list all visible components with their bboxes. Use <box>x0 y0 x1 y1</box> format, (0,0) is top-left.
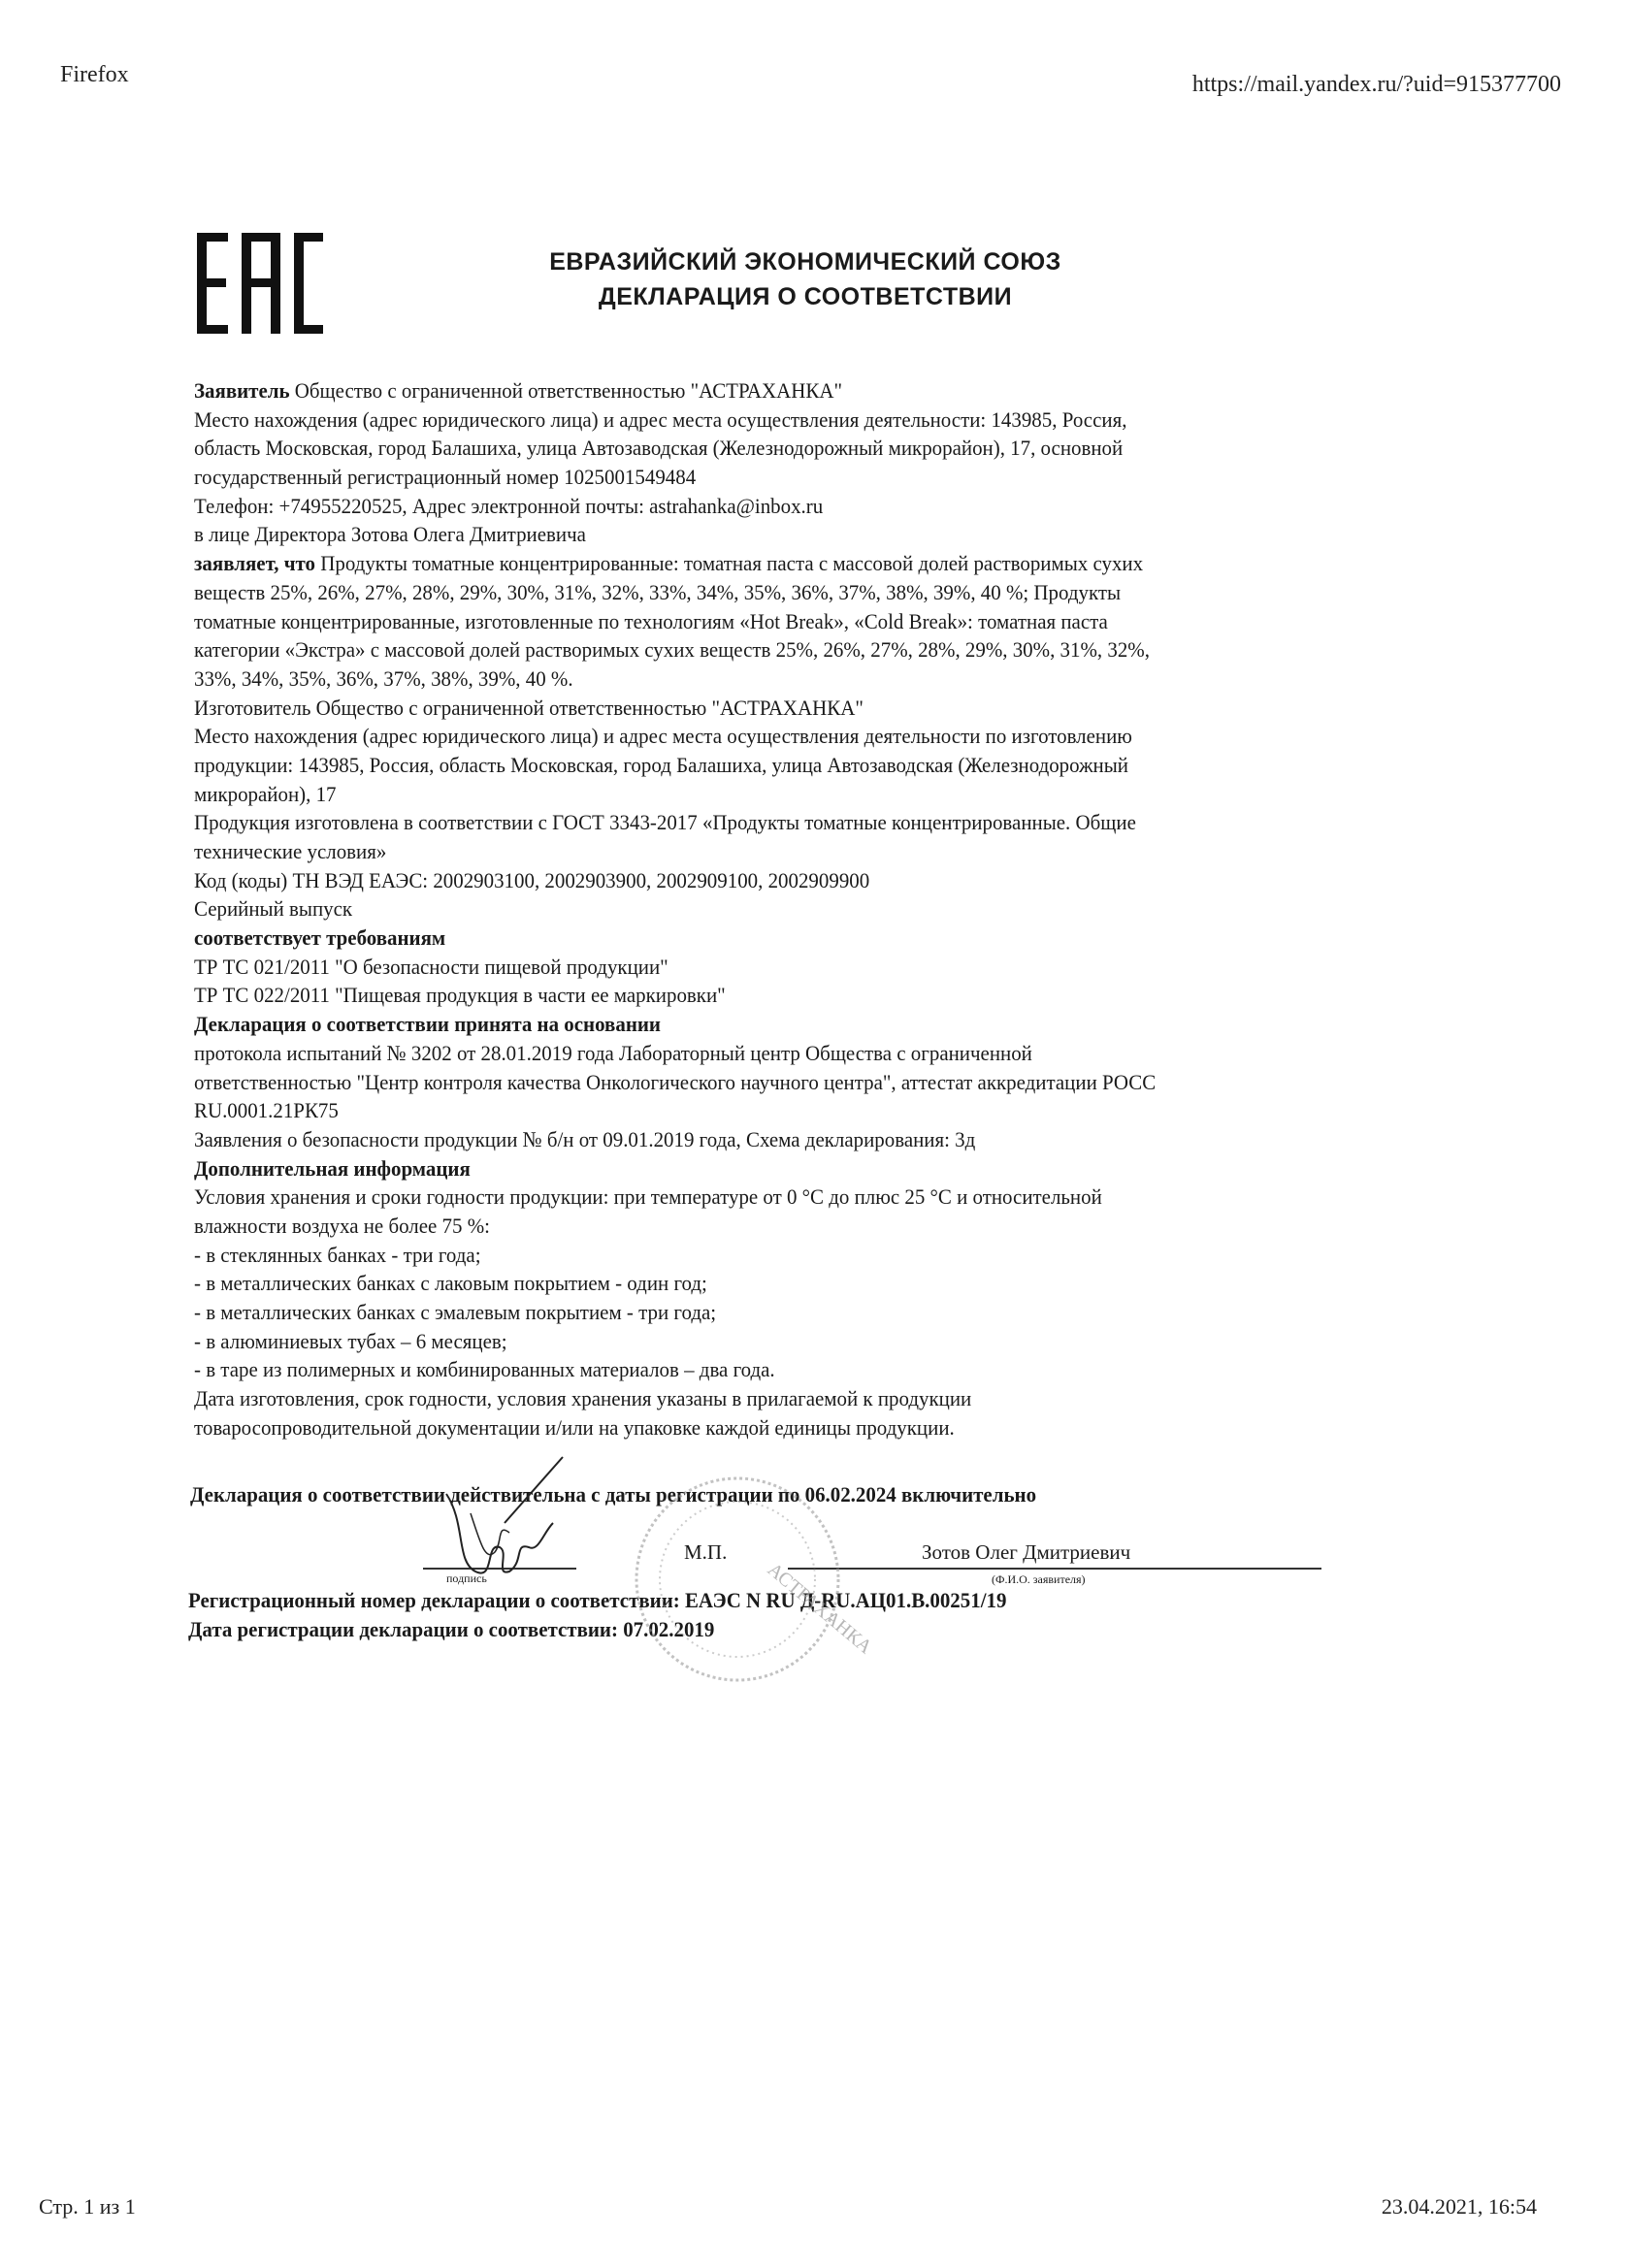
browser-name: Firefox <box>60 62 129 87</box>
body-line <box>194 694 1156 723</box>
text: веществ 25%, 26%, 27%, 28%, 29%, 30%, 31%, 32%, 33%, 34%, 35%, 36%, 37%, 38%, 39%, 40 %; Продукты <box>194 579 1122 604</box>
body-line <box>194 1269 1156 1298</box>
stamp-place-label: М.П. <box>684 1540 728 1564</box>
body-line <box>194 1068 1156 1097</box>
validity-statement: Декларация о соответствии действительна с даты регистрации по 06.02.2024 включительно <box>190 1482 1037 1507</box>
text: Заявления о безопасности продукции № б/н от 09.01.2019 года, Схема декларирования: 3д <box>194 1126 976 1151</box>
registration-number: Регистрационный номер декларации о соответствии: ЕАЭС N RU Д-RU.АЦ01.В.00251/19 <box>188 1588 1007 1612</box>
body-line <box>194 751 1156 780</box>
text: - в стеклянных банках - три года; <box>194 1242 481 1267</box>
body-line <box>194 1384 1156 1413</box>
body-line <box>194 492 1156 521</box>
text: ответственностью "Центр контроля качества Онкологического научного центра", аттестат аккредитации РОСС <box>194 1069 1157 1094</box>
text: технические условия» <box>194 839 387 863</box>
text: микрорайон), 17 <box>194 781 337 806</box>
bold-label: заявляет, что <box>194 551 316 576</box>
declaration-body <box>194 376 1228 1442</box>
body-line <box>194 837 1156 866</box>
body-line <box>194 1298 1156 1327</box>
svg-text:АСТРАХАНКА: АСТРАХАНКА <box>763 1558 876 1659</box>
text: товаросопроводительной документации и/или на упаковке каждой единицы продукции. <box>194 1414 955 1440</box>
signature <box>427 1455 572 1591</box>
body-line <box>194 607 1156 636</box>
text: Код (коды) ТН ВЭД ЕАЭС: 2002903100, 2002903900, 2002909100, 2002909900 <box>194 867 870 892</box>
text: Место нахождения (адрес юридического лица) и адрес места осуществления деятельности по изготовлению <box>194 724 1132 749</box>
bold-label: соответствует требованиям <box>194 925 446 951</box>
text: ТР ТС 021/2011 "О безопасности пищевой продукции" <box>194 954 668 979</box>
body-line <box>194 1096 1156 1125</box>
company-stamp <box>621 1465 876 1698</box>
body-line <box>194 1183 1156 1212</box>
text: Дата изготовления, срок годности, условия хранения указаны в прилагаемой к продукции <box>194 1386 972 1411</box>
text: Серийный выпуск <box>194 896 353 922</box>
text: Телефон: +74955220525, Адрес электронной почты: astrahanka@inbox.ru <box>194 493 824 518</box>
text: - в металлических банках с лаковым покрытием - один год; <box>194 1271 707 1296</box>
signature-label: подпись <box>446 1571 487 1585</box>
body-line <box>194 549 1156 578</box>
text: влажности воздуха не более 75 %: <box>194 1213 490 1238</box>
body-line <box>194 923 1156 953</box>
text: государственный регистрационный номер 1025001549484 <box>194 465 697 490</box>
body-line <box>194 520 1156 549</box>
bold-label: Дополнительная информация <box>194 1155 471 1181</box>
text: продукции: 143985, Россия, область Московская, город Балашиха, улица Автозаводская (Железнодорожный <box>194 752 1129 777</box>
body-line <box>194 434 1156 463</box>
text: Изготовитель Общество с ограниченной ответственностью "АСТРАХАНКА" <box>194 695 864 720</box>
body-line <box>194 953 1156 982</box>
text: Место нахождения (адрес юридического лица) и адрес места осуществления деятельности: 143985, Россия, <box>194 406 1127 432</box>
bold-label: Декларация о соответствии принята на основании <box>194 1012 661 1037</box>
text: Продукты томатные концентрированные: томатная паста с массовой долей растворимых сухих <box>315 551 1144 576</box>
registration-date: Дата регистрации декларации о соответствии: 07.02.2019 <box>188 1617 715 1641</box>
body-line <box>194 1212 1156 1241</box>
text: протокола испытаний № 3202 от 28.01.2019 года Лабораторный центр Общества с ограниченной <box>194 1040 1032 1065</box>
body-line <box>194 376 1156 405</box>
body-line <box>194 1125 1156 1154</box>
page-url: https://mail.yandex.ru/?uid=915377700 <box>1191 72 1561 97</box>
body-line <box>194 463 1156 492</box>
text: томатные концентрированные, изготовленные по технологиям «Hot Break», «Cold Break»: томатная паста <box>194 608 1108 633</box>
text: область Московская, город Балашиха, улица Автозаводская (Железнодорожный микрорайон), 17, основной <box>194 436 1124 461</box>
text: Общество с ограниченной ответственностью "АСТРАХАНКА" <box>289 378 842 403</box>
bold-label: Заявитель <box>194 378 290 403</box>
body-line <box>194 722 1156 751</box>
body-line <box>194 866 1156 895</box>
page-number: Стр. 1 из 1 <box>39 2194 136 2219</box>
name-line <box>788 1568 1321 1570</box>
body-line <box>194 664 1156 694</box>
body-line <box>194 1355 1156 1384</box>
title-union: ЕВРАЗИЙСКИЙ ЭКОНОМИЧЕСКИЙ СОЮЗ <box>549 248 1061 275</box>
text: в лице Директора Зотова Олега Дмитриевича <box>194 522 586 547</box>
text: Продукция изготовлена в соответствии с ГОСТ 3343-2017 «Продукты томатные концентрированные. Общие <box>194 810 1136 835</box>
applicant-name-label: (Ф.И.О. заявителя) <box>992 1572 1086 1586</box>
text: - в металлических банках с эмалевым покрытием - три года; <box>194 1300 717 1324</box>
text: - в алюминиевых тубах – 6 месяцев; <box>194 1328 507 1353</box>
text: RU.0001.21РК75 <box>194 1098 339 1123</box>
print-datetime: 23.04.2021, 16:54 <box>1381 2194 1537 2219</box>
body-line <box>194 1413 1156 1442</box>
text: - в таре из полимерных и комбинированных материалов – два года. <box>194 1357 775 1382</box>
body-line <box>194 1039 1156 1068</box>
text: 33%, 34%, 35%, 36%, 37%, 38%, 39%, 40 %. <box>194 665 573 691</box>
body-line <box>194 405 1156 435</box>
body-line <box>194 1010 1156 1039</box>
body-line <box>194 578 1156 607</box>
title-declaration: ДЕКЛАРАЦИЯ О СООТВЕТСТВИИ <box>598 283 1013 310</box>
text: категории «Экстра» с массовой долей растворимых сухих веществ 25%, 26%, 27%, 28%, 29%, 30%, 31%, 32%, <box>194 637 1150 663</box>
body-line <box>194 780 1156 809</box>
body-line <box>194 1154 1156 1183</box>
text: Условия хранения и сроки годности продукции: при температуре от 0 °С до плюс 25 °С и относительной <box>194 1184 1102 1210</box>
body-line <box>194 1241 1156 1270</box>
body-line <box>194 1327 1156 1356</box>
applicant-name: Зотов Олег Дмитриевич <box>922 1540 1131 1564</box>
body-line <box>194 981 1156 1010</box>
body-line <box>194 635 1156 664</box>
body-line <box>194 894 1156 923</box>
body-line <box>194 808 1156 837</box>
text: ТР ТС 022/2011 "Пищевая продукция в части ее маркировки" <box>194 983 726 1008</box>
